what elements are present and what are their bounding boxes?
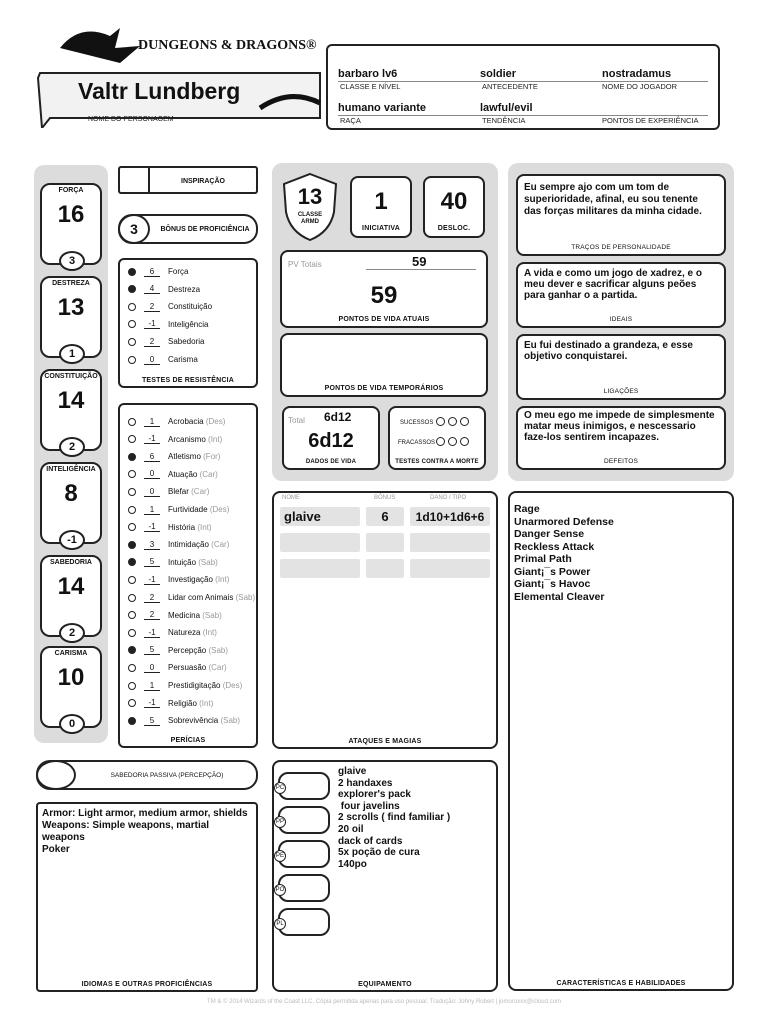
skill-name: Natureza (168, 628, 201, 638)
bonds-label: LIGAÇÕES (603, 388, 639, 395)
proficiency-dot[interactable] (128, 699, 136, 707)
equipment-line[interactable]: 2 handaxes (338, 777, 393, 789)
skill-row[interactable] (128, 501, 229, 518)
ideals-label: IDEAIS (609, 316, 633, 323)
skill-name: História (168, 522, 196, 532)
skill-value[interactable]: 5 (144, 716, 160, 726)
background-label: ANTECEDENTE (482, 82, 538, 91)
player-name[interactable]: nostradamus (602, 68, 672, 80)
skill-name: Blefar (168, 487, 189, 497)
proficiency-dot[interactable] (128, 558, 136, 566)
saving-throw-value[interactable]: 0 (144, 355, 160, 365)
proficiency-dot[interactable] (128, 435, 136, 443)
proficiency-dot[interactable] (128, 717, 136, 725)
bonds-text[interactable]: Eu fui destinado a grandeza, e esse objetivo conquistarei. (524, 340, 693, 362)
skill-name: Acrobacia (168, 417, 204, 426)
death-saves-success-label: SUCESSOS (400, 420, 434, 426)
death-fail-circle-3[interactable] (460, 437, 469, 446)
coin-field[interactable] (275, 840, 330, 868)
attack-row-2-name[interactable] (280, 533, 360, 552)
skill-row[interactable] (128, 483, 209, 500)
equipment-line[interactable]: 5x poção de cura (338, 847, 420, 859)
attack-row-1-damage[interactable]: 1d10+1d6+6 (410, 507, 490, 526)
attack-row-1-name[interactable]: glaive (280, 507, 360, 526)
saving-throw-row[interactable] (128, 281, 200, 298)
skill-value[interactable]: 5 (144, 557, 160, 567)
skill-attribute: (Int) (208, 434, 223, 444)
inspiration-box (118, 166, 258, 194)
features-box (508, 491, 734, 991)
hp-current-box (280, 250, 488, 328)
attacks-box (272, 491, 498, 749)
skill-name: Intimidação (168, 540, 209, 550)
feature-item[interactable]: Primal Path (514, 553, 572, 565)
alignment-label: TENDÊNCIA (482, 116, 526, 125)
saving-throw-name: Carisma (168, 355, 198, 364)
attack-row-3-name[interactable] (280, 559, 360, 578)
flaws-text[interactable]: O meu ego me impede de simplesmente matar meus inimigos, e nescessario faze-los sentirem incapazes. (524, 410, 715, 443)
equipment-title: EQUIPAMENTO (358, 981, 412, 988)
coin-label: PP (274, 816, 286, 828)
death-fail-circle-2[interactable] (448, 437, 457, 446)
skill-attribute: (Sab) (220, 716, 241, 726)
skill-value[interactable]: 0 (144, 487, 160, 497)
proficiency-dot[interactable] (128, 268, 136, 276)
ability-dexterity: DESTREZA 13 1 (40, 276, 102, 358)
personality-traits-label: TRAÇOS DE PERSONALIDADE (571, 244, 671, 251)
proficiencies-title: IDIOMAS E OUTRAS PROFICIÊNCIAS (81, 981, 213, 988)
initiative-box (350, 176, 412, 238)
speed-label: DESLOC. (437, 225, 471, 232)
initiative-value[interactable]: 1 (374, 188, 388, 215)
character-name-label: NOME DO PERSONAGEM (88, 116, 174, 123)
skill-attribute: (Int) (197, 522, 212, 532)
saving-throw-row[interactable] (128, 333, 204, 350)
ideals-box (516, 262, 726, 328)
skill-attribute: (Int) (215, 575, 230, 585)
skill-row[interactable] (128, 571, 229, 588)
hit-dice-box (282, 406, 380, 470)
initiative-label: INICIATIVA (362, 225, 400, 232)
saving-throw-row[interactable] (128, 316, 208, 333)
race-label: RAÇA (340, 116, 361, 125)
skill-name: Persuasão (168, 663, 207, 673)
skill-attribute: (Car) (208, 663, 227, 673)
equipment-line[interactable]: dack of cards (338, 835, 403, 847)
attack-row-3-damage[interactable] (410, 559, 490, 578)
proficiency-dot[interactable] (128, 576, 136, 584)
attacks-title: ATAQUES E MAGIAS (348, 738, 422, 745)
proficiency-dot[interactable] (128, 418, 136, 426)
saving-throw-value[interactable]: 4 (144, 284, 160, 294)
race[interactable]: humano variante (338, 102, 427, 114)
saving-throw-name: Sabedoria (168, 337, 205, 347)
attack-row-2-bonus[interactable] (366, 533, 404, 552)
flaws-box (516, 406, 726, 470)
proficiency-dot[interactable] (128, 523, 136, 531)
proficiency-line[interactable]: Weapons: Simple weapons, martial (42, 820, 210, 831)
skill-row[interactable] (128, 413, 225, 430)
equipment-line[interactable]: four javelins (338, 800, 400, 812)
skill-attribute: (For) (203, 452, 221, 462)
skill-row[interactable] (128, 624, 217, 641)
passive-perception-label: SABEDORIA PASSIVA (PERCEPÇÃO) (110, 772, 224, 779)
skill-attribute: (Sab) (202, 610, 222, 620)
saving-throw-row[interactable] (128, 298, 212, 315)
skill-value[interactable]: -1 (144, 522, 160, 532)
coin-field[interactable] (275, 772, 330, 800)
ability-strength: FORÇA 16 3 (40, 183, 102, 265)
coin-label: PE (274, 850, 286, 862)
death-saves-box (388, 406, 486, 470)
feature-item[interactable]: Danger Sense (514, 528, 585, 540)
proficiency-dot[interactable] (128, 303, 136, 311)
skill-attribute: (Sab) (198, 557, 218, 567)
skill-row[interactable] (128, 466, 218, 483)
ability-wisdom: SABEDORIA 14 2 (40, 555, 102, 637)
skill-attribute: (Car) (191, 487, 210, 497)
proficiency-label: BÔNUS DE PROFICIÊNCIA (160, 226, 250, 233)
coin-field[interactable] (275, 874, 330, 902)
feature-item[interactable]: Rage (514, 503, 540, 515)
skill-value[interactable]: 1 (144, 417, 160, 427)
proficiency-dot[interactable] (128, 611, 136, 619)
ability-constitution: CONSTITUIÇÃO 14 2 (40, 369, 102, 451)
character-name[interactable]: Valtr Lundberg (78, 78, 241, 104)
death-success-circle-3[interactable] (460, 417, 469, 426)
coin-label: PO (274, 884, 286, 896)
footer-text: TM & © 2014 Wizards of the Coast LLC. Cópia permitida apenas para uso pessoal. Tradução: Johny Robert | jomoroxxx@icloud.com (207, 999, 561, 1005)
skill-row[interactable] (128, 642, 228, 659)
proficiency-dot[interactable] (128, 594, 136, 602)
skill-value[interactable]: 2 (144, 593, 160, 603)
attacks-col-bonus: BÔNUS (374, 495, 396, 501)
skill-row[interactable] (128, 712, 240, 729)
hit-dice-total-label: Total (288, 416, 305, 425)
speed-box (423, 176, 485, 238)
dragon-logo-icon (20, 18, 330, 128)
equipment-line[interactable]: glaive (338, 766, 367, 777)
skill-value[interactable]: 2 (144, 610, 160, 620)
skill-row[interactable] (128, 659, 227, 676)
skill-attribute: (Car) (199, 469, 218, 479)
experience-label: PONTOS DE EXPERIÊNCIA (602, 116, 699, 125)
skill-value[interactable]: 6 (144, 452, 160, 462)
skill-attribute: (Des) (205, 417, 226, 426)
saving-throw-value[interactable]: -1 (144, 319, 160, 329)
skill-name: Percepção (168, 645, 207, 655)
hp-current-value[interactable]: 59 (370, 282, 398, 309)
equipment-box (272, 760, 498, 992)
equipment-line[interactable]: 140po (338, 858, 367, 870)
proficiency-dot[interactable] (128, 629, 136, 637)
skill-row[interactable] (128, 695, 213, 712)
proficiency-dot[interactable] (128, 338, 136, 346)
attack-row-3-bonus[interactable] (366, 559, 404, 578)
death-success-circle-1[interactable] (436, 417, 445, 426)
death-success-circle-2[interactable] (448, 417, 457, 426)
skill-name: Furtividade (168, 505, 208, 514)
armor-class-shield (280, 172, 340, 242)
skill-value[interactable]: -1 (144, 698, 160, 708)
skill-attribute: (Des) (209, 505, 230, 514)
feature-item[interactable]: Unarmored Defense (514, 515, 614, 528)
death-saves-fail-label: FRACASSOS (398, 440, 436, 446)
skill-row[interactable] (128, 607, 222, 624)
skill-attribute: (Sab) (235, 593, 256, 602)
proficiency-dot[interactable] (128, 285, 136, 293)
hit-dice-label: DADOS DE VIDA (305, 459, 357, 465)
saving-throw-value[interactable]: 6 (144, 267, 160, 277)
class-level[interactable]: barbaro lv6 (338, 68, 398, 80)
speed-value[interactable]: 40 (440, 188, 468, 215)
ability-intelligence: INTELIGÊNCIA 8 -1 (40, 462, 102, 544)
proficiency-dot[interactable] (128, 646, 136, 654)
skill-attribute: (Int) (202, 628, 217, 638)
hp-temp-label: PONTOS DE VIDA TEMPORÁRIOS (324, 385, 444, 392)
proficiency-dot[interactable] (128, 506, 136, 514)
logo-text: DUNGEONS & DRAGONS® (138, 38, 317, 53)
saving-throw-value[interactable]: 2 (144, 302, 160, 312)
skill-name: Atletismo (168, 452, 201, 462)
proficiency-dot[interactable] (128, 682, 136, 690)
skill-attribute: (Car) (211, 540, 230, 550)
skill-value[interactable]: -1 (144, 628, 160, 638)
skill-value[interactable]: 0 (144, 663, 160, 673)
bonds-box (516, 334, 726, 400)
inspiration-value[interactable] (120, 166, 150, 194)
saving-throw-name: Inteligência (168, 319, 209, 329)
skill-name: Lidar com Animais (168, 593, 234, 602)
header-banner (20, 18, 330, 128)
coin-field[interactable] (275, 806, 330, 834)
armor-class-label: CLASSE ARMD (297, 212, 323, 225)
saving-throw-name: Força (168, 267, 189, 276)
skill-name: Religião (168, 698, 197, 708)
alignment[interactable]: lawful/evil (480, 102, 533, 114)
attacks-col-damage: DANO / TIPO (430, 495, 467, 501)
attack-row-2-damage[interactable] (410, 533, 490, 552)
skill-value[interactable]: 1 (144, 681, 160, 691)
death-fail-circle-1[interactable] (436, 437, 445, 446)
saving-throw-row[interactable] (128, 263, 188, 280)
player-name-label: NOME DO JOGADOR (602, 82, 678, 91)
skill-row[interactable] (128, 554, 218, 571)
equipment-line[interactable]: 20 oil (338, 823, 364, 835)
feature-item[interactable]: Elemental Cleaver (514, 590, 605, 603)
skill-row[interactable] (128, 589, 255, 606)
skill-name: Intuição (168, 557, 197, 567)
skill-value[interactable]: 3 (144, 540, 160, 550)
saving-throw-name: Destreza (168, 284, 201, 294)
hp-temp-box (280, 333, 488, 397)
features-title: CARACTERÍSTICAS E HABILIDADES (556, 980, 686, 987)
proficiency-dot[interactable] (128, 453, 136, 461)
skill-row[interactable] (128, 431, 222, 448)
hp-current-label: PONTOS DE VIDA ATUAIS (338, 316, 430, 323)
info-box (326, 44, 720, 130)
skill-row[interactable] (128, 677, 242, 694)
death-saves-label: TESTES CONTRA A MORTE (395, 459, 479, 465)
death-saves-fail-circles[interactable] (436, 437, 469, 446)
death-saves-success-circles[interactable] (436, 417, 469, 426)
skill-name: Medicina (168, 610, 201, 620)
skill-name: Investigação (168, 575, 213, 585)
saving-throws-title: TESTES DE RESISTÊNCIA (141, 377, 235, 384)
proficiency-dot[interactable] (128, 664, 136, 672)
hit-dice-value[interactable]: 6d12 (308, 430, 354, 452)
attack-row-1-bonus[interactable]: 6 (366, 507, 404, 526)
saving-throw-name: Constituição (168, 302, 213, 312)
equipment-line[interactable]: 2 scrolls ( find familiar ) (338, 812, 451, 824)
skill-value[interactable]: -1 (144, 575, 160, 585)
hp-max-value[interactable]: 59 (412, 254, 427, 269)
hp-max-label: PV Totais (288, 260, 322, 269)
background[interactable]: soldier (480, 68, 517, 80)
passive-perception-box (36, 760, 258, 790)
flaws-label: DEFEITOS (604, 458, 638, 465)
ideals-text[interactable]: A vida e como um jogo de xadrez, e o meu dever e sacrificar alguns peões para ganhar o a partida. (524, 268, 703, 301)
armor-class-value[interactable]: 13 (297, 184, 323, 209)
proficiency-dot[interactable] (128, 488, 136, 496)
skill-value[interactable]: 5 (144, 645, 160, 655)
skill-name: Prestidigitação (168, 681, 221, 690)
attacks-col-name: NOME (282, 495, 300, 501)
skill-row[interactable] (128, 448, 220, 465)
personality-traits-box (516, 174, 726, 256)
inspiration-label: INSPIRAÇÃO (181, 178, 225, 185)
skill-value[interactable]: 0 (144, 469, 160, 479)
passive-perception-value[interactable] (36, 760, 76, 790)
proficiency-dot[interactable] (128, 356, 136, 364)
proficiency-dot[interactable] (128, 320, 136, 328)
class-level-label: CLASSE E NÍVEL (340, 82, 401, 91)
skill-row[interactable] (128, 519, 212, 536)
proficiency-box (118, 214, 258, 244)
skill-name: Sobrevivência (168, 716, 219, 726)
coin-field[interactable] (278, 908, 330, 936)
ability-charisma: CARISMA 10 0 (40, 646, 102, 728)
saving-throw-row[interactable] (128, 351, 198, 368)
proficiency-dot[interactable] (128, 541, 136, 549)
skills-title: PERÍCIAS (170, 737, 206, 744)
feature-item[interactable]: Reckless Attack (514, 540, 595, 553)
skill-attribute: (Des) (222, 681, 243, 690)
personality-traits-text[interactable]: Eu sempre ajo com um tom de superioridade, afinal, eu sou tenente das forças militares da minha cidade. (524, 182, 702, 217)
skill-name: Atuação (168, 469, 198, 479)
skill-attribute: (Int) (199, 698, 214, 708)
proficiencies-box (36, 802, 258, 992)
equipment-line[interactable]: explorer's pack (338, 789, 411, 801)
feature-item[interactable]: Giant¡¯s Havoc (514, 578, 591, 590)
feature-item[interactable]: Giant¡¯s Power (514, 565, 591, 578)
skill-attribute: (Sab) (208, 645, 229, 655)
saving-throw-value[interactable]: 2 (144, 337, 160, 347)
proficiency-line[interactable]: weapons (42, 832, 85, 843)
coin-label: PL (274, 918, 286, 930)
coin-label: PC (274, 782, 286, 794)
proficiency-line[interactable]: Poker (42, 844, 70, 855)
proficiency-value[interactable]: 3 (118, 214, 150, 244)
skill-row[interactable] (128, 536, 229, 553)
skill-value[interactable]: 1 (144, 505, 160, 515)
skill-name: Arcanismo (168, 434, 206, 444)
proficiency-line[interactable]: Armor: Light armor, medium armor, shields (42, 808, 248, 819)
proficiency-dot[interactable] (128, 470, 136, 478)
skill-value[interactable]: -1 (144, 434, 160, 444)
hit-dice-total[interactable]: 6d12 (324, 410, 352, 424)
